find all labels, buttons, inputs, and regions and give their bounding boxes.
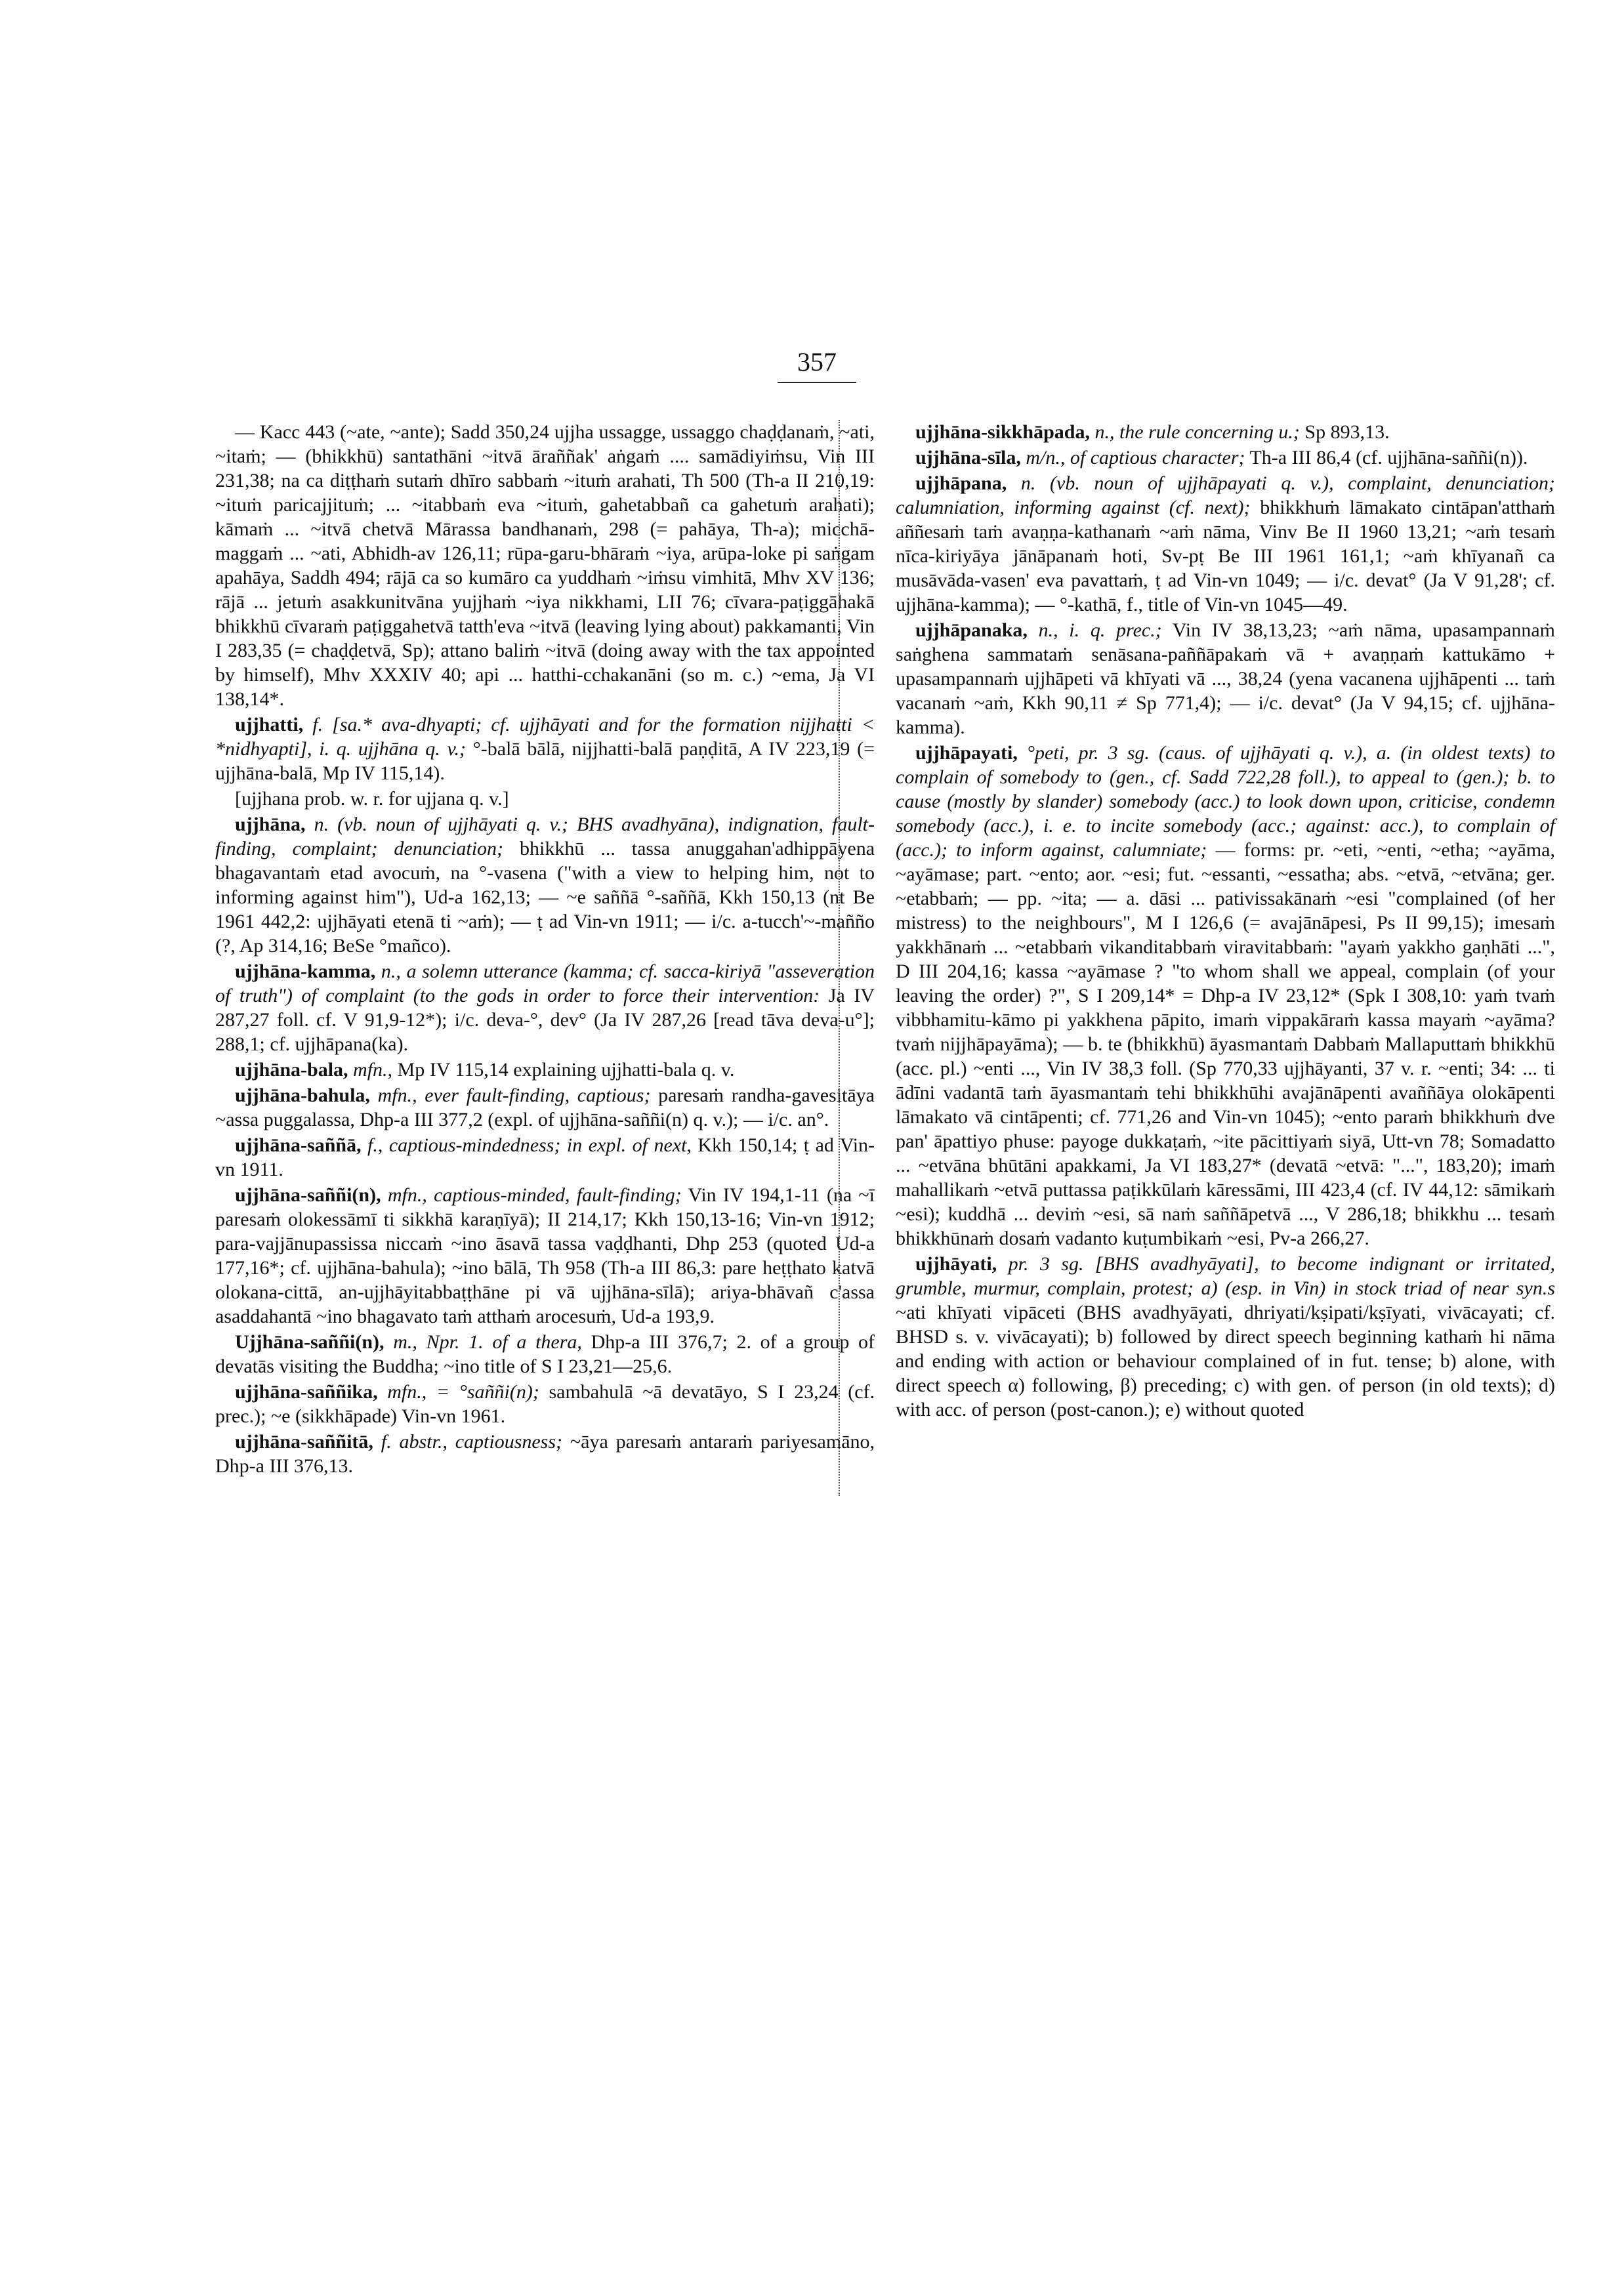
entry-gloss: m/n., of captious character; bbox=[1026, 447, 1245, 468]
dictionary-entry bbox=[215, 1183, 875, 1329]
entry-headword: ujjhāna-saññika, bbox=[235, 1381, 378, 1403]
entry-text: paresaṁ randha-gavesitāya ~assa puggalassa, Dhp-a III 377,2 (expl. of ujjhāna-saññi(n) q. v.); — i/c. an°. bbox=[215, 1085, 875, 1130]
entry-text: Mp IV 115,14 explaining ujjhatti-bala q. v. bbox=[397, 1059, 735, 1081]
dictionary-entry bbox=[896, 445, 1555, 470]
entry-headword: ujjhāna-kamma, bbox=[235, 961, 376, 982]
dictionary-entry bbox=[215, 1330, 875, 1378]
entry-gloss: n. (vb. noun of ujjhāpayati q. v.), complaint, denunciation; calumniation, informing against (cf. next); bbox=[896, 472, 1556, 518]
right-column bbox=[896, 420, 1555, 1423]
dictionary-entry bbox=[215, 812, 875, 958]
dictionary-entry bbox=[896, 741, 1555, 1251]
page-number-rule bbox=[778, 382, 856, 383]
entry-text: — Kacc 443 (~ate, ~ante); Sadd 350,24 ujjha ussagge, ussaggo chaḍḍanaṁ, ~ati, ~itaṁ; — (bhikkhū) santathāni ~itvā āraññak' aṅgaṁ .... samādiyiṁsu, Vin III 231,38; na ca diṭṭhaṁ sutaṁ dhīro sabbaṁ ~ituṁ arahati, Th 500 (Th-a II 210,19: ~ituṁ paricajjituṁ; ... ~itabbaṁ eva ~ituṁ, gahetabbañ ca gahetuṁ arahati); kāmaṁ ... ~itvā chetvā Mārassa bandhanaṁ, 298 (= pahāya, Th-a); micchā-maggaṁ ... ~ati, Abhidh-av 126,11; rūpa-garu-bhāraṁ ~iya, arūpa-loke pi saṅgam apahāya, Saddh 494; rājā ca so kumāro ca yuddhaṁ ~iṁsu vimhitā, Mhv XV 136; rājā ... jetuṁ asakkunitvāna yujjhaṁ ~iya nikkhami, LII 76; cīvara-paṭiggāhakā bhikkhū cīvaraṁ paṭiggahetvā tatth'eva ~itvā (leaving lying about) pakkamanti, Vin I 283,35 (= chaḍḍetvā, Sp); attano baliṁ ~itvā (doing away with the tax appointed by himself), Mhv XXXIV 40; api ... hatthi-cchakanāni (so m. c.) ~ema, Ja VI 138,14*. bbox=[215, 421, 875, 710]
entry-text: bhikkhuṁ lāmakato cintāpan'atthaṁ aññesaṁ taṁ avaṇṇa-kathanaṁ ~aṁ nāma, Vinv Be II 1960 13,21; ~aṁ tesaṁ nīca-kiriyāya jānāpanaṁ hoti, Sv-pṭ Be III 1961 161,1; ~aṁ khīyanañ ca musāvāda-vasen' eva pavattaṁ, ṭ ad Vin-vn 1049; — i/c. devat° (Ja V 91,28'; cf. ujjhāna-kamma); — °-kathā, f., title of Vin-vn 1045—49. bbox=[896, 497, 1556, 615]
entry-text: — forms: pr. ~eti, ~enti, ~etha; ~ayāma, ~ayāmase; part. ~ento; aor. ~esi; fut. ~essanti, ~essatha; abs. ~etvā, ~etvāna; ger. ~etabbaṁ; — pp. ~ita; — a. dāsi ... pativissakānaṁ ~esi "complained (of her mistress) to the neighbours", M I 126,6 (= avajānāpesi, Ps II 99,15); imesaṁ yakkhānaṁ ... ~etabbaṁ vikanditabbaṁ viravitabbaṁ: "ayaṁ yakkho gaṇhāti ...", D III 204,16; kassa ~ayāmase ? "to whom shall we appeal, complain (of your leaving the order) ?", S I 209,14* = Dhp-a IV 23,12* (Spk I 308,10: yaṁ tvaṁ vibbhamitu-kāmo pi yakkhena pāpito, imaṁ vippakāraṁ kassa mayaṁ ~ayāma? tvaṁ nijjhāpayāma); — b. te (bhikkhū) āyasmantaṁ Dabbaṁ Mallaputtaṁ bhikkhū (acc. pl.) ~enti ..., Vin IV 38,3 foll. (Sp 770,33 ujjhāyanti, 37 v. r. ~enti; 34: ... ti ādīni vadantā taṁ āyasmantaṁ tehi bhikkhūhi avajānāpenti avaññāya olokāpenti lāmakato vā cintāpenti; cf. 771,26 and Vin-vn 1045); ~ento paraṁ bhikkhuṁ dve pan' āpattiyo phuse: payoge dukkaṭaṁ, ~ite pācittiyaṁ siyā, Utt-vn 78; Somadatto ... ~etvāna bhūtāni apakkami, Ja VI 183,27* (devatā ~etvā: "...", 183,20); imaṁ mahallikaṁ ~etvā puttassa paṭikkūlaṁ kāressāmi, III 423,4 (cf. IV 44,12: sāmikaṁ ~esi); kuddhā ... deviṁ ~esi, sā naṁ saññāpetvā ..., V 286,18; bhikkhu ... tesaṁ bhikkhūnaṁ dosaṁ vadanto kuṭumbikaṁ ~esi, Pv-a 266,27. bbox=[896, 839, 1555, 1249]
entry-headword: ujjhāpayati, bbox=[915, 742, 1018, 764]
entry-text: Vin IV 194,1-11 (na ~ī paresaṁ olokessāmī ti sikkhā karaṇīyā); II 214,17; Kkh 150,13-16; Vin-vn 1912; para-vajjānupassissa niccaṁ ~ino āsavā tassa vaḍḍhanti, Dhp 253 (quoted Ud-a 177,16*; cf. ujjhāna-bahula); ~ino bālā, Th 958 (Th-a III 86,3: pare heṭṭhato katvā olokana-cittā, an-ujjhāyitabbaṭṭhāne pi vā ujjhāna-sīlā); ariya-bhāvañ c'assa asaddahantā ~ino bhagavato taṁ atthaṁ arocesuṁ, Ud-a 193,9. bbox=[215, 1184, 875, 1327]
dictionary-entry bbox=[215, 1430, 875, 1478]
entry-headword: ujjhāna-saññitā, bbox=[235, 1431, 373, 1453]
entry-text: Dhp-a III 376,7; 2. of a group of devatās visiting the Buddha; ~ino title of S I 23,21—25,6. bbox=[215, 1331, 875, 1377]
dictionary-entry bbox=[896, 1252, 1555, 1422]
entry-gloss: mfn., ever fault-finding, captious; bbox=[377, 1085, 651, 1106]
page-number: 357 bbox=[797, 347, 837, 377]
entry-text: ~ati khīyati vipāceti (BHS avadhyāyati, dhriyati/kṣipati/kṣīyati, vivācayati; cf. BHSD s. v. vivācayati); b) followed by direct speech beginning kathaṁ hi nāma and ending with action or behaviour complained of in fut. tense; b) alone, with direct speech α) following, β) preceding; c) with gen. of person (in old texts); d) with acc. of person (post-canon.); e) without quoted bbox=[896, 1302, 1555, 1420]
entry-text: Th-a III 86,4 (cf. ujjhāna-saññi(n)). bbox=[1249, 447, 1528, 468]
entry-gloss: mfn., captious-minded, fault-finding; bbox=[387, 1184, 682, 1206]
entry-text: Sp 893,13. bbox=[1304, 421, 1390, 443]
entry-gloss: f., captious-mindedness; in expl. of next, bbox=[367, 1134, 692, 1156]
dictionary-entry bbox=[896, 471, 1555, 617]
entry-text: [ujjhana prob. w. r. for ujjana q. v.] bbox=[235, 788, 509, 810]
dictionary-entry bbox=[896, 618, 1555, 739]
entry-gloss: f. [sa.* ava-dhyapti; cf. ujjhāyati and for the formation nijjhatti < *nidhyapti], i. q. ujjhāna q. v.; bbox=[215, 714, 875, 760]
entry-text: bhikkhū ... tassa anuggahan'adhippāyena bhagavantaṁ etad avocuṁ, na °-vasena ("with a view to helping him, not to informing against him"), Ud-a 162,13; — ~e saññā °-saññā, Kkh 150,13 (nt Be 1961 442,2: ujjhāyati etenā ti ~aṁ); — ṭ ad Vin-vn 1911; — i/c. a-tucch'~-mañño (?, Ap 314,16; BeSe °mañco). bbox=[215, 838, 875, 957]
entry-text: Ja IV 287,27 foll. cf. V 91,9-12*); i/c. deva-°, dev° (Ja IV 287,26 [read tāva deva-u°]; 288,1; cf. ujjhāpana(ka). bbox=[215, 985, 875, 1055]
entry-gloss: n. (vb. noun of ujjhāyati q. v.; BHS avadhyāna), indignation, fault-finding, complaint; denunciation; bbox=[215, 814, 875, 859]
entry-headword: ujjhāyati, bbox=[915, 1253, 997, 1275]
entry-gloss: f. abstr., captiousness; bbox=[381, 1431, 563, 1453]
entry-gloss: °peti, pr. 3 sg. (caus. of ujjhāyati q. v.), a. (in oldest texts) to complain of somebody to (gen., cf. Sadd 722,28 foll.), to appeal to (gen.); b. to cause (mostly by slander) somebody (acc.) to look down upon, criticise, condemn somebody (acc.), i. e. to incite somebody (acc.; against: acc.), to complain of (acc.); to inform against, calumniate; bbox=[896, 742, 1556, 861]
dictionary-entry bbox=[215, 1380, 875, 1428]
dictionary-entry bbox=[215, 1133, 875, 1182]
entry-headword: ujjhāna-bahula, bbox=[235, 1085, 370, 1106]
entry-headword: ujjhāna, bbox=[235, 814, 306, 835]
entry-headword: ujjhatti, bbox=[235, 714, 304, 735]
entry-gloss: n., a solemn utterance (kamma; cf. sacca-kiriyā "asseveration of truth") of complaint (to the gods in order to force their intervention: bbox=[215, 961, 875, 1006]
entry-headword: ujjhāna-sīla, bbox=[915, 447, 1021, 468]
dictionary-entry bbox=[215, 420, 875, 711]
entry-headword: ujjhāna-saññi(n), bbox=[235, 1184, 381, 1206]
entry-gloss: n., i. q. prec.; bbox=[1038, 619, 1162, 641]
dictionary-entry bbox=[215, 787, 875, 811]
entry-text: Vin IV 38,13,23; ~aṁ nāma, upasampannaṁ saṅghena sammataṁ senāsana-paññāpakaṁ vā + avaṇṇaṁ kattukāmo + upasampannaṁ ujjhāpeti vā khīyati vā ..., 38,24 (yena vacanena ujjhāpenti ... taṁ vacanaṁ ~aṁ, Kkh 90,11 ≠ Sp 771,4); — i/c. devat° (Ja V 94,15; cf. ujjhāna-kamma). bbox=[896, 619, 1555, 738]
entry-gloss: mfn., bbox=[353, 1059, 393, 1081]
dictionary-entry bbox=[896, 420, 1555, 444]
column-divider bbox=[839, 420, 840, 1496]
entry-gloss: m., Npr. 1. of a thera, bbox=[393, 1331, 582, 1353]
entry-text: Kkh 150,14; ṭ ad Vin-vn 1911. bbox=[215, 1134, 875, 1180]
entry-headword: ujjhāpana, bbox=[915, 472, 1007, 494]
entry-headword: ujjhāna-sikkhāpada, bbox=[915, 421, 1090, 443]
entry-headword: ujjhāna-bala, bbox=[235, 1059, 348, 1081]
dictionary-entry bbox=[215, 713, 875, 785]
entry-headword: Ujjhāna-saññi(n), bbox=[235, 1331, 385, 1353]
entry-gloss: n., the rule concerning u.; bbox=[1094, 421, 1300, 443]
entry-text: °-balā bālā, nijjhatti-balā paṇḍitā, A IV 223,19 (= ujjhāna-balā, Mp IV 115,14). bbox=[215, 738, 875, 784]
dictionary-entry bbox=[215, 959, 875, 1056]
entry-gloss: mfn., = °saññi(n); bbox=[387, 1381, 539, 1403]
dictionary-entry bbox=[215, 1083, 875, 1132]
entry-text: sambahulā ~ā devatāyo, S I 23,24 (cf. prec.); ~e (sikkhāpade) Vin-vn 1961. bbox=[215, 1381, 875, 1427]
entry-headword: ujjhāpanaka, bbox=[915, 619, 1028, 641]
left-column bbox=[215, 420, 875, 1479]
entry-headword: ujjhāna-saññā, bbox=[235, 1134, 362, 1156]
entry-text: ~āya paresaṁ antaraṁ pariyesamāno, Dhp-a III 376,13. bbox=[215, 1431, 875, 1477]
entry-gloss: pr. 3 sg. [BHS avadhyāyati], to become indignant or irritated, grumble, murmur, complain, protest; a) (esp. in Vin) in stock triad of near syn.s bbox=[896, 1253, 1555, 1299]
dictionary-entry bbox=[215, 1058, 875, 1082]
